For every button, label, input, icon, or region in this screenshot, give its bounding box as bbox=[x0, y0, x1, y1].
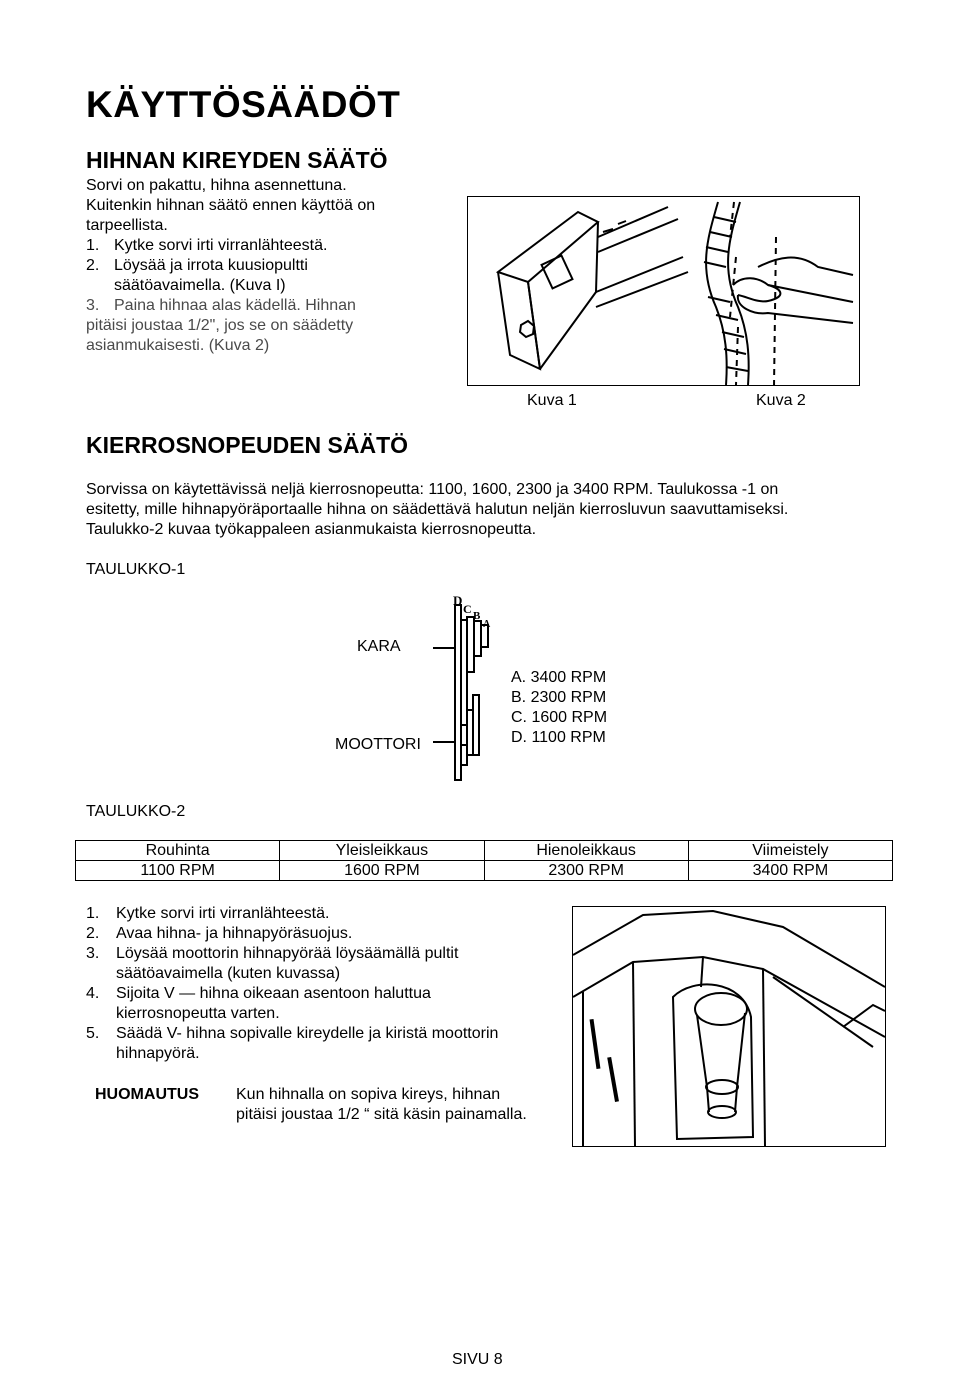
table2-value-cell: 1100 RPM bbox=[76, 861, 280, 881]
headstock-drawing bbox=[498, 207, 688, 369]
speed-c: C. 1600 RPM bbox=[511, 709, 608, 726]
speed-list bbox=[511, 668, 607, 748]
table2-value-cell: 2300 RPM bbox=[484, 861, 688, 881]
motor-pulley-illustration bbox=[573, 907, 885, 1146]
table2-value-row bbox=[76, 861, 893, 881]
note-text bbox=[236, 1085, 527, 1125]
pulley-letter-c: C bbox=[463, 602, 472, 616]
intro-line: Sorvi on pakattu, hihna asennettuna. bbox=[86, 177, 347, 194]
belt-tension-text bbox=[86, 176, 466, 356]
speed-b: B. 2300 RPM bbox=[511, 689, 607, 706]
step-2-cont: säätöavaimella. (Kuva I) bbox=[114, 277, 286, 294]
step-2: 2. Löysää ja irrota kuusiopultti bbox=[86, 257, 308, 274]
speed-heading: KIERROSNOPEUDEN SÄÄTÖ bbox=[86, 432, 409, 458]
speed-paragraph bbox=[86, 480, 886, 540]
table2-header-cell: Yleisleikkaus bbox=[280, 841, 484, 861]
step-3: 3. Paina hihnaa alas kädellä. Hihnan bbox=[86, 297, 356, 314]
table2-label: TAULUKKO-2 bbox=[86, 803, 186, 820]
pulley-letter-d: D bbox=[453, 595, 463, 608]
page-number: SIVU 8 bbox=[452, 1351, 503, 1368]
speed-a: A. 3400 RPM bbox=[511, 669, 607, 686]
table2-header-row bbox=[76, 841, 893, 861]
pulley-letter-b: B bbox=[473, 610, 481, 622]
step-1: 1. Kytke sorvi irti virranlähteestä. bbox=[86, 237, 328, 254]
table2-header-cell: Hienoleikkaus bbox=[484, 841, 688, 861]
step-3-cont: asianmukaisesti. (Kuva 2) bbox=[86, 337, 270, 354]
procedure-step-1: 1. Kytke sorvi irti virranlähteestä. bbox=[86, 905, 330, 922]
belt-hand-drawing bbox=[704, 202, 853, 385]
belt-tension-heading: HIHNAN KIREYDEN SÄÄTÖ bbox=[86, 147, 388, 173]
figure-caption-2: Kuva 2 bbox=[756, 392, 806, 409]
note-line: pitäisi joustaa 1/2 “ sitä käsin painamalla. bbox=[236, 1106, 527, 1123]
intro-line: Kuitenkin hihnan säätö ennen käyttöä on bbox=[86, 197, 376, 214]
procedure-step-5: 5. Säädä V- hihna sopivalle kireydelle ja kiristä moottorin hihnapyörä. bbox=[86, 1025, 499, 1062]
table2-header-cell: Rouhinta bbox=[76, 841, 280, 861]
belt-figure-box bbox=[467, 196, 860, 386]
page-title: KÄYTTÖSÄÄDÖT bbox=[86, 84, 401, 125]
figure-caption-1: Kuva 1 bbox=[527, 392, 577, 409]
paragraph-line: Taulukko-2 kuvaa työkappaleen asianmukaista kierrosnopeutta. bbox=[86, 521, 537, 538]
table2-value-cell: 1600 RPM bbox=[280, 861, 484, 881]
spindle-label: KARA bbox=[357, 638, 401, 655]
intro-line: tarpeellista. bbox=[86, 217, 168, 234]
paragraph-line: Sorvissa on käytettävissä neljä kierrosnopeutta: 1100, 1600, 2300 ja 3400 RPM. Taulukossa -1 on bbox=[86, 481, 779, 498]
paragraph-line: esitetty, mille hihnapyöräportaalle hihna on säädettävä halutun neljän kierrosluvun saavuttamiseksi. bbox=[86, 501, 789, 518]
procedure-step-3: 3. Löysää moottorin hihnapyörää löysäämällä pultit säätöavaimella (kuten kuvassa) bbox=[86, 945, 459, 982]
procedure-step-2: 2. Avaa hihna- ja hihnapyöräsuojus. bbox=[86, 925, 353, 942]
note-label: HUOMAUTUS bbox=[95, 1086, 199, 1103]
table2-header-cell: Viimeistely bbox=[688, 841, 892, 861]
speed-d: D. 1100 RPM bbox=[511, 729, 606, 746]
table2-value-cell: 3400 RPM bbox=[688, 861, 892, 881]
step-3-cont: pitäisi joustaa 1/2", jos se on säädetty bbox=[86, 317, 354, 334]
motor-pulley-figure bbox=[572, 906, 886, 1147]
table1-label: TAULUKKO-1 bbox=[86, 561, 186, 578]
table2 bbox=[75, 840, 893, 881]
procedure-step-4: 4. Sijoita V — hihna oikeaan asentoon haluttua kierrosnopeutta varten. bbox=[86, 985, 431, 1022]
pulley-diagram bbox=[425, 595, 500, 785]
procedure-steps bbox=[86, 904, 556, 1064]
lathe-headstock-illustration bbox=[468, 197, 859, 385]
pulley-letter-a: A bbox=[483, 619, 491, 630]
note-line: Kun hihnalla on sopiva kireys, hihnan bbox=[236, 1086, 501, 1103]
motor-label: MOOTTORI bbox=[335, 736, 421, 753]
